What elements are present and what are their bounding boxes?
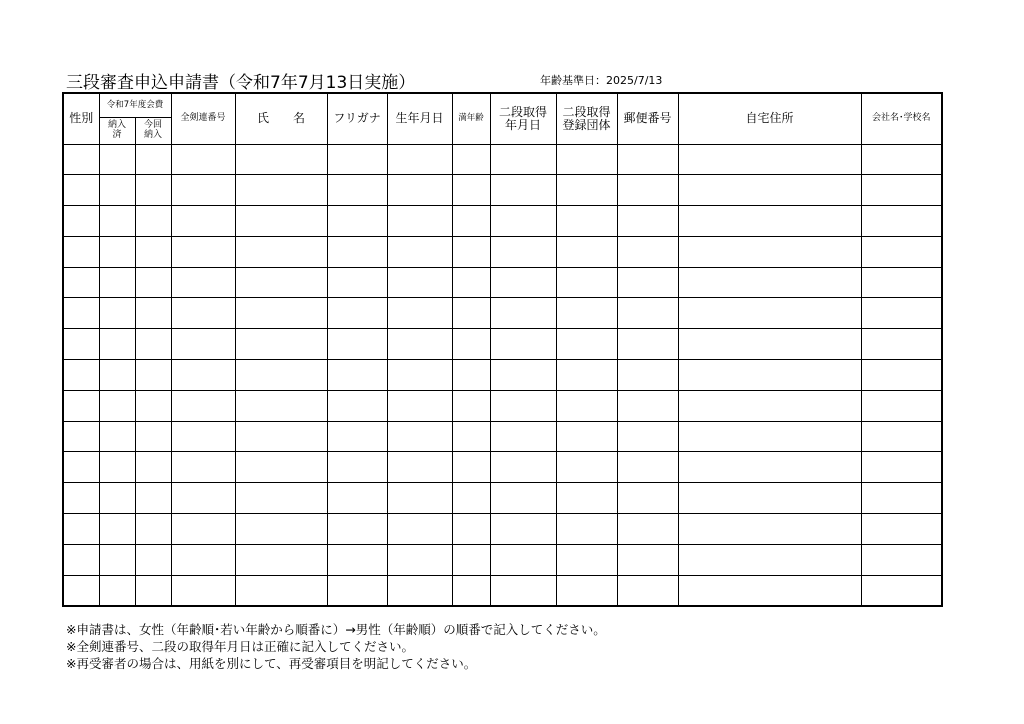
note-3: ※再受審者の場合は、用紙を別にして、再受審項目を明記してください。 xyxy=(66,656,477,671)
cell-fee-paid[interactable] xyxy=(99,544,135,575)
cell-nidan-org[interactable] xyxy=(556,206,617,237)
age-base-date: 年齢基準日：2025/7/13 xyxy=(540,74,663,87)
cell-age[interactable] xyxy=(452,175,490,206)
cell-member-number[interactable] xyxy=(171,421,235,452)
cell-company-school[interactable] xyxy=(861,421,942,452)
cell-gender[interactable] xyxy=(63,360,99,391)
cell-fee-paid[interactable] xyxy=(99,206,135,237)
cell-postal-code[interactable] xyxy=(617,452,678,483)
cell-fee-paid[interactable] xyxy=(99,267,135,298)
cell-address[interactable] xyxy=(678,390,861,421)
cell-gender[interactable] xyxy=(63,390,99,421)
cell-birthdate[interactable] xyxy=(387,544,452,575)
cell-company-school[interactable] xyxy=(861,452,942,483)
cell-address[interactable] xyxy=(678,236,861,267)
cell-fee-now[interactable] xyxy=(135,514,171,545)
cell-nidan-org[interactable] xyxy=(556,421,617,452)
cell-gender[interactable] xyxy=(63,514,99,545)
cell-fee-now[interactable] xyxy=(135,575,171,606)
cell-member-number[interactable] xyxy=(171,483,235,514)
cell-nidan-date[interactable] xyxy=(490,144,556,175)
cell-name[interactable] xyxy=(235,575,327,606)
cell-fee-now[interactable] xyxy=(135,390,171,421)
cell-company-school[interactable] xyxy=(861,267,942,298)
cell-fee-paid[interactable] xyxy=(99,483,135,514)
cell-fee-paid[interactable] xyxy=(99,175,135,206)
cell-member-number[interactable] xyxy=(171,544,235,575)
cell-age[interactable] xyxy=(452,236,490,267)
cell-postal-code[interactable] xyxy=(617,236,678,267)
cell-gender[interactable] xyxy=(63,175,99,206)
cell-member-number[interactable] xyxy=(171,329,235,360)
table-row xyxy=(63,544,942,575)
cell-fee-paid[interactable] xyxy=(99,360,135,391)
cell-age[interactable] xyxy=(452,360,490,391)
table-row xyxy=(63,206,942,237)
cell-member-number[interactable] xyxy=(171,452,235,483)
cell-birthdate[interactable] xyxy=(387,175,452,206)
cell-furigana[interactable] xyxy=(327,575,387,606)
cell-member-number[interactable] xyxy=(171,360,235,391)
page-title: 三段審査申込申請書（令和7年7月13日実施） xyxy=(66,73,416,93)
cell-member-number[interactable] xyxy=(171,514,235,545)
header-fee-paid xyxy=(99,117,135,144)
header-birthdate: 生年月日 xyxy=(387,93,452,144)
cell-nidan-date[interactable] xyxy=(490,452,556,483)
cell-postal-code[interactable] xyxy=(617,329,678,360)
table-row xyxy=(63,298,942,329)
entry-rows xyxy=(63,144,942,606)
cell-fee-paid[interactable] xyxy=(99,390,135,421)
cell-birthdate[interactable] xyxy=(387,360,452,391)
cell-name[interactable] xyxy=(235,483,327,514)
cell-name[interactable] xyxy=(235,329,327,360)
cell-furigana[interactable] xyxy=(327,267,387,298)
cell-name[interactable] xyxy=(235,175,327,206)
cell-company-school[interactable] xyxy=(861,206,942,237)
cell-nidan-org[interactable] xyxy=(556,175,617,206)
cell-fee-paid[interactable] xyxy=(99,329,135,360)
header-age: 満年齢 xyxy=(452,93,490,144)
cell-postal-code[interactable] xyxy=(617,575,678,606)
cell-member-number[interactable] xyxy=(171,267,235,298)
cell-birthdate[interactable] xyxy=(387,144,452,175)
cell-birthdate[interactable] xyxy=(387,267,452,298)
cell-age[interactable] xyxy=(452,452,490,483)
cell-gender[interactable] xyxy=(63,206,99,237)
cell-fee-now[interactable] xyxy=(135,175,171,206)
cell-postal-code[interactable] xyxy=(617,144,678,175)
cell-gender[interactable] xyxy=(63,144,99,175)
cell-name[interactable] xyxy=(235,236,327,267)
cell-birthdate[interactable] xyxy=(387,452,452,483)
header-postal-code: 郵便番号 xyxy=(617,93,678,144)
cell-furigana[interactable] xyxy=(327,298,387,329)
cell-birthdate[interactable] xyxy=(387,514,452,545)
cell-nidan-org[interactable] xyxy=(556,267,617,298)
cell-postal-code[interactable] xyxy=(617,175,678,206)
cell-age[interactable] xyxy=(452,544,490,575)
cell-furigana[interactable] xyxy=(327,483,387,514)
cell-nidan-org[interactable] xyxy=(556,236,617,267)
cell-postal-code[interactable] xyxy=(617,483,678,514)
cell-age[interactable] xyxy=(452,329,490,360)
application-table xyxy=(62,92,943,607)
cell-company-school[interactable] xyxy=(861,329,942,360)
cell-gender[interactable] xyxy=(63,452,99,483)
cell-fee-now[interactable] xyxy=(135,298,171,329)
cell-fee-paid[interactable] xyxy=(99,298,135,329)
cell-company-school[interactable] xyxy=(861,514,942,545)
cell-nidan-date[interactable] xyxy=(490,390,556,421)
cell-birthdate[interactable] xyxy=(387,206,452,237)
header-nidan-date xyxy=(490,93,556,144)
cell-age[interactable] xyxy=(452,514,490,545)
cell-fee-now[interactable] xyxy=(135,329,171,360)
cell-postal-code[interactable] xyxy=(617,390,678,421)
cell-name[interactable] xyxy=(235,514,327,545)
cell-company-school[interactable] xyxy=(861,544,942,575)
cell-furigana[interactable] xyxy=(327,514,387,545)
cell-postal-code[interactable] xyxy=(617,360,678,391)
table-row xyxy=(63,575,942,606)
cell-gender[interactable] xyxy=(63,329,99,360)
cell-nidan-date[interactable] xyxy=(490,544,556,575)
cell-company-school[interactable] xyxy=(861,575,942,606)
cell-birthdate[interactable] xyxy=(387,483,452,514)
header-fee-group: 令和7年度会費 xyxy=(99,93,171,117)
table-row xyxy=(63,452,942,483)
cell-furigana[interactable] xyxy=(327,206,387,237)
cell-furigana[interactable] xyxy=(327,421,387,452)
cell-furigana[interactable] xyxy=(327,329,387,360)
cell-furigana[interactable] xyxy=(327,144,387,175)
cell-gender[interactable] xyxy=(63,298,99,329)
cell-age[interactable] xyxy=(452,575,490,606)
cell-nidan-org[interactable] xyxy=(556,575,617,606)
header-nidan-org xyxy=(556,93,617,144)
cell-nidan-org[interactable] xyxy=(556,452,617,483)
cell-nidan-date[interactable] xyxy=(490,329,556,360)
cell-member-number[interactable] xyxy=(171,390,235,421)
cell-address[interactable] xyxy=(678,175,861,206)
cell-address[interactable] xyxy=(678,514,861,545)
cell-name[interactable] xyxy=(235,390,327,421)
cell-furigana[interactable] xyxy=(327,360,387,391)
header-company-school: 会社名･学校名 xyxy=(861,93,942,144)
cell-birthdate[interactable] xyxy=(387,236,452,267)
cell-name[interactable] xyxy=(235,452,327,483)
cell-nidan-org[interactable] xyxy=(556,514,617,545)
header-fee-paid-label: 納入済 xyxy=(107,119,126,140)
cell-company-school[interactable] xyxy=(861,360,942,391)
notes xyxy=(66,621,606,672)
header-nidan-org-label: 二段取得登録団体 xyxy=(562,104,611,132)
cell-gender[interactable] xyxy=(63,483,99,514)
cell-member-number[interactable] xyxy=(171,175,235,206)
cell-member-number[interactable] xyxy=(171,575,235,606)
table-row xyxy=(63,236,942,267)
cell-fee-paid[interactable] xyxy=(99,144,135,175)
header-member-number: 全剣連番号 xyxy=(171,93,235,144)
header-gender: 性別 xyxy=(63,93,99,144)
cell-company-school[interactable] xyxy=(861,236,942,267)
cell-age[interactable] xyxy=(452,144,490,175)
cell-company-school[interactable] xyxy=(861,298,942,329)
header-fee-now xyxy=(135,117,171,144)
table-row xyxy=(63,329,942,360)
cell-nidan-date[interactable] xyxy=(490,360,556,391)
note-1: ※申請書は、女性（年齢順･若い年齢から順番に）→男性（年齢順）の順番で記入してください。 xyxy=(66,622,606,637)
cell-age[interactable] xyxy=(452,483,490,514)
cell-address[interactable] xyxy=(678,421,861,452)
table-row xyxy=(63,390,942,421)
cell-nidan-date[interactable] xyxy=(490,267,556,298)
cell-address[interactable] xyxy=(678,267,861,298)
cell-nidan-org[interactable] xyxy=(556,544,617,575)
cell-fee-paid[interactable] xyxy=(99,575,135,606)
cell-member-number[interactable] xyxy=(171,144,235,175)
cell-company-school[interactable] xyxy=(861,483,942,514)
cell-nidan-date[interactable] xyxy=(490,483,556,514)
cell-name[interactable] xyxy=(235,544,327,575)
cell-gender[interactable] xyxy=(63,236,99,267)
cell-postal-code[interactable] xyxy=(617,514,678,545)
cell-company-school[interactable] xyxy=(861,175,942,206)
cell-nidan-date[interactable] xyxy=(490,236,556,267)
cell-fee-now[interactable] xyxy=(135,544,171,575)
cell-nidan-org[interactable] xyxy=(556,144,617,175)
cell-address[interactable] xyxy=(678,206,861,237)
cell-address[interactable] xyxy=(678,360,861,391)
cell-birthdate[interactable] xyxy=(387,329,452,360)
note-2: ※全剣連番号、二段の取得年月日は正確に記入してください。 xyxy=(66,639,414,654)
cell-fee-paid[interactable] xyxy=(99,421,135,452)
table-row xyxy=(63,267,942,298)
cell-gender[interactable] xyxy=(63,544,99,575)
cell-address[interactable] xyxy=(678,483,861,514)
cell-nidan-org[interactable] xyxy=(556,390,617,421)
cell-address[interactable] xyxy=(678,575,861,606)
cell-age[interactable] xyxy=(452,267,490,298)
cell-name[interactable] xyxy=(235,144,327,175)
cell-fee-paid[interactable] xyxy=(99,514,135,545)
header-furigana: フリガナ xyxy=(327,93,387,144)
header-nidan-date-label: 二段取得年月日 xyxy=(499,104,548,132)
cell-member-number[interactable] xyxy=(171,206,235,237)
cell-nidan-date[interactable] xyxy=(490,514,556,545)
table-row xyxy=(63,175,942,206)
cell-fee-paid[interactable] xyxy=(99,236,135,267)
cell-fee-now[interactable] xyxy=(135,483,171,514)
cell-fee-now[interactable] xyxy=(135,206,171,237)
cell-furigana[interactable] xyxy=(327,452,387,483)
cell-age[interactable] xyxy=(452,298,490,329)
cell-name[interactable] xyxy=(235,206,327,237)
cell-member-number[interactable] xyxy=(171,298,235,329)
cell-member-number[interactable] xyxy=(171,236,235,267)
cell-nidan-date[interactable] xyxy=(490,421,556,452)
cell-gender[interactable] xyxy=(63,575,99,606)
cell-name[interactable] xyxy=(235,298,327,329)
cell-postal-code[interactable] xyxy=(617,267,678,298)
cell-gender[interactable] xyxy=(63,267,99,298)
cell-furigana[interactable] xyxy=(327,544,387,575)
cell-nidan-org[interactable] xyxy=(556,360,617,391)
cell-company-school[interactable] xyxy=(861,390,942,421)
cell-postal-code[interactable] xyxy=(617,298,678,329)
cell-address[interactable] xyxy=(678,452,861,483)
cell-company-school[interactable] xyxy=(861,144,942,175)
cell-birthdate[interactable] xyxy=(387,421,452,452)
cell-fee-paid[interactable] xyxy=(99,452,135,483)
cell-fee-now[interactable] xyxy=(135,421,171,452)
cell-address[interactable] xyxy=(678,544,861,575)
cell-address[interactable] xyxy=(678,329,861,360)
header-name: 氏 名 xyxy=(235,93,327,144)
cell-fee-now[interactable] xyxy=(135,452,171,483)
header-address: 自宅住所 xyxy=(678,93,861,144)
cell-address[interactable] xyxy=(678,298,861,329)
cell-nidan-org[interactable] xyxy=(556,329,617,360)
cell-furigana[interactable] xyxy=(327,175,387,206)
cell-postal-code[interactable] xyxy=(617,421,678,452)
table-row xyxy=(63,360,942,391)
table-row xyxy=(63,144,942,175)
cell-fee-now[interactable] xyxy=(135,236,171,267)
cell-furigana[interactable] xyxy=(327,236,387,267)
cell-age[interactable] xyxy=(452,421,490,452)
cell-fee-now[interactable] xyxy=(135,360,171,391)
table-row xyxy=(63,421,942,452)
cell-gender[interactable] xyxy=(63,421,99,452)
cell-nidan-org[interactable] xyxy=(556,298,617,329)
cell-furigana[interactable] xyxy=(327,390,387,421)
table-row xyxy=(63,514,942,545)
cell-name[interactable] xyxy=(235,267,327,298)
cell-postal-code[interactable] xyxy=(617,206,678,237)
cell-name[interactable] xyxy=(235,421,327,452)
cell-name[interactable] xyxy=(235,360,327,391)
cell-nidan-date[interactable] xyxy=(490,206,556,237)
cell-fee-now[interactable] xyxy=(135,267,171,298)
cell-birthdate[interactable] xyxy=(387,390,452,421)
table-row xyxy=(63,483,942,514)
cell-nidan-org[interactable] xyxy=(556,483,617,514)
header-fee-now-label: 今回納入 xyxy=(143,119,162,140)
cell-age[interactable] xyxy=(452,390,490,421)
cell-nidan-date[interactable] xyxy=(490,575,556,606)
cell-fee-now[interactable] xyxy=(135,144,171,175)
cell-age[interactable] xyxy=(452,206,490,237)
cell-address[interactable] xyxy=(678,144,861,175)
cell-birthdate[interactable] xyxy=(387,575,452,606)
cell-nidan-date[interactable] xyxy=(490,298,556,329)
cell-nidan-date[interactable] xyxy=(490,175,556,206)
cell-birthdate[interactable] xyxy=(387,298,452,329)
cell-postal-code[interactable] xyxy=(617,544,678,575)
